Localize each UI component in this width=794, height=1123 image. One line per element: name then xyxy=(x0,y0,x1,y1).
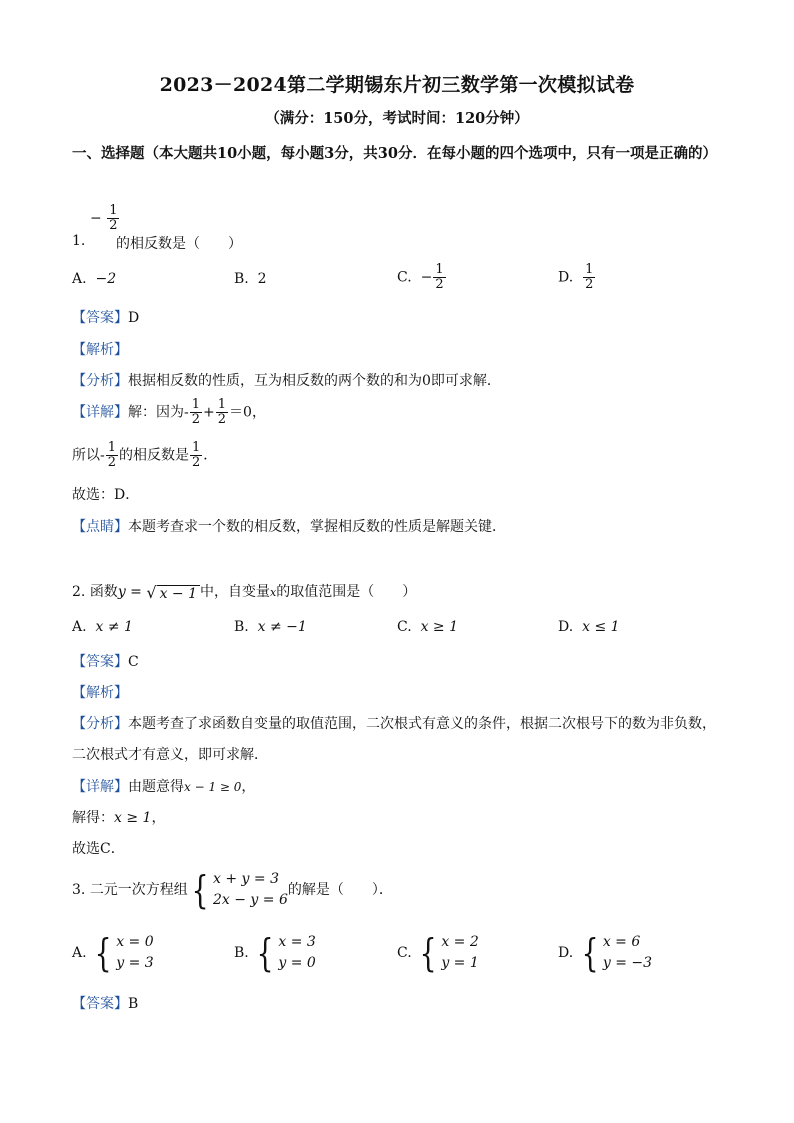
q3-answer: 【答案】B xyxy=(72,996,139,1012)
q1-answer: 【答案】D xyxy=(72,310,140,326)
section-heading: 一、选择题（本大题共10小题，每小题3分，共30分．在每小题的四个选项中，只有一项是正确的） xyxy=(72,145,717,162)
q3-option-c: C. { x = 2 y = 1 xyxy=(397,931,479,975)
q1-detail-line2: 所以- $\frac{1}{2}$ 的相反数是 $\frac{1}{2}$ ． xyxy=(72,440,218,470)
page-title: 2023－2024第二学期锡东片初三数学第一次模拟试卷 xyxy=(159,74,635,96)
q1-option-c: C. − $\frac{1}{2}$ xyxy=(397,262,444,292)
q2-option-a: A. x ≠ 1 xyxy=(72,619,133,635)
q1-option-d: D. $\frac{1}{2}$ xyxy=(558,262,594,292)
q1-fraction: $\frac{1}{2}$ xyxy=(109,203,118,233)
q1-option-b: B. 2 xyxy=(234,271,267,287)
q1-fraction-stem xyxy=(90,204,120,233)
q1-detail: 【详解】解：因为- $\frac{1}{2}$ + $\frac{1}{2}$ ＝0， xyxy=(72,397,266,427)
q2-fenxi-line2: 二次根式才有意义，即可求解． xyxy=(72,747,268,763)
q1-stem: 的相反数是（ ） xyxy=(116,236,242,252)
q2-detail: 【详解】由题意得x − 1 ≥ 0， xyxy=(72,779,256,795)
q1-analysis-label: 【解析】 xyxy=(72,342,128,358)
exam-subtitle: （满分：150分，考试时间：120分钟） xyxy=(265,110,529,127)
q1-number: 1. xyxy=(72,233,86,249)
q1-dianjing: 【点睛】本题考查求一个数的相反数，掌握相反数的性质是解题关键． xyxy=(72,519,506,535)
q2-option-d: D. x ≤ 1 xyxy=(558,619,620,635)
q2-analysis-label: 【解析】 xyxy=(72,685,128,701)
q2-option-b: B. x ≠ −1 xyxy=(234,619,307,635)
q3-option-a: A. { x = 0 y = 3 xyxy=(72,931,154,975)
q3-option-d: D. { x = 6 y = −3 xyxy=(558,931,653,975)
q3-equation-system: { x + y = 3 2x − y = 6 xyxy=(191,868,288,912)
q1-fenxi: 【分析】根据相反数的性质，互为相反数的两个数的和为0即可求解． xyxy=(72,373,501,389)
q2-sqrt: √ x − 1 xyxy=(146,583,200,602)
q1-minus: − xyxy=(90,210,102,227)
q2-solve: 解得：x ≥ 1， xyxy=(72,810,166,826)
q2-fenxi: 【分析】本题考查了求函数自变量的取值范围，二次根式有意义的条件，根据二次根号下的数为非负数， xyxy=(72,716,716,732)
q2-choose: 故选C． xyxy=(72,841,125,857)
q3-option-b: B. { x = 3 y = 0 xyxy=(234,931,316,975)
q1-option-a: A. −2 xyxy=(72,271,117,287)
q1-choose: 故选：D． xyxy=(72,487,140,503)
q2-option-c: C. x ≥ 1 xyxy=(397,619,459,635)
q2-answer: 【答案】C xyxy=(72,654,139,670)
q2-stem: 2. 函数y = √ x − 1 中，自变量x的取值范围是（ ） xyxy=(72,582,417,602)
q3-stem: 3. 二元一次方程组 { x + y = 3 2x − y = 6 的解是（ ）． xyxy=(72,868,393,912)
